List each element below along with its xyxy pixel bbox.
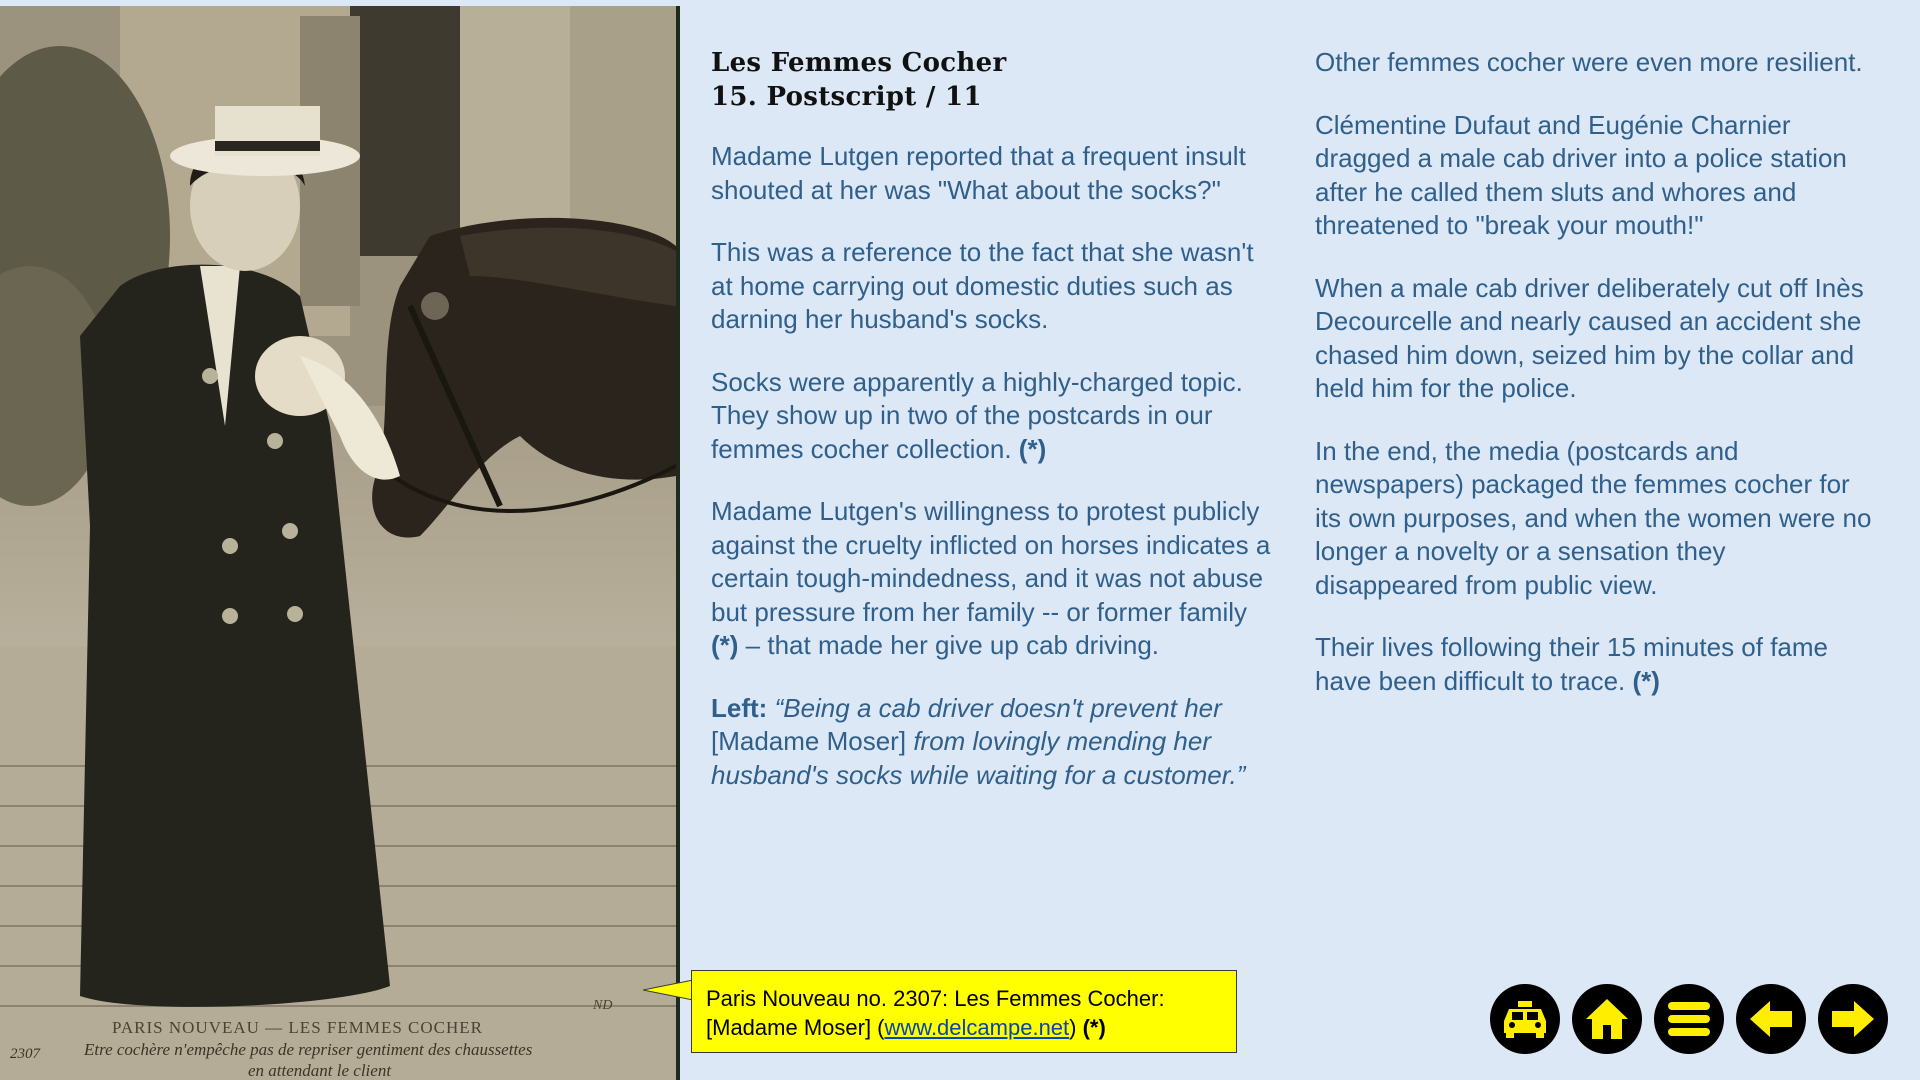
right-paragraph-5 — [1315, 631, 1875, 698]
right-paragraph-4: In the end, the media (postcards and newspapers) packaged the femmes cocher for its own purposes, and when the women were no longer a novelty or a sensation they disappeared from public view. — [1315, 435, 1872, 600]
quote-part-a: “Being a cab driver doesn't prevent her — [774, 692, 1222, 723]
reference-link[interactable]: (*) — [1018, 433, 1047, 464]
paragraph-5 — [711, 692, 1271, 793]
page-title — [711, 46, 1271, 114]
home-icon — [1584, 997, 1630, 1041]
reference-link[interactable]: (*) — [1632, 665, 1660, 696]
paragraph-1: Madame Lutgen reported that a frequent insult shouted at her was "What about the socks?" — [711, 141, 1246, 205]
next-button[interactable] — [1818, 984, 1888, 1054]
left-column — [711, 46, 1271, 821]
postcard-header: PARIS NOUVEAU — LES FEMMES COCHER — [112, 1018, 484, 1037]
image-caption-callout — [691, 970, 1237, 1053]
left-label: Left: — [711, 692, 768, 723]
menu-button[interactable] — [1654, 984, 1724, 1054]
photo-border — [676, 6, 680, 1080]
right-paragraph-3: When a male cab driver deliberately cut off Inès Decourcelle and nearly caused an accident she chased him down, seized him by the collar and held him for the police. — [1315, 272, 1864, 403]
paragraph-4-text-b: – that made her give up cab driving. — [745, 630, 1160, 660]
postcard-photo — [0, 6, 676, 1080]
postcard-illustration — [0, 6, 676, 1080]
paragraph-4 — [711, 495, 1271, 663]
reference-link[interactable]: (*) — [1082, 1015, 1106, 1040]
right-paragraph-5-text: Their lives following their 15 minutes of fame have been difficult to trace. — [1315, 632, 1829, 696]
paragraph-4-text-a: Madame Lutgen's willingness to protest publicly against the cruelty inflicted on horses indicates a certain tough-mindedness, and it was not abuse but pressure from her family -- or former family — [711, 496, 1271, 627]
paragraph-2: This was a reference to the fact that she wasn't at home carrying out domestic duties such as darning her husband's socks. — [711, 237, 1254, 334]
quote-part-b: from lovingly mending her husband's socks while waiting for a customer.” — [711, 726, 1246, 790]
arrow-left-icon — [1748, 999, 1794, 1039]
back-button[interactable] — [1736, 984, 1806, 1054]
taxi-button[interactable] — [1490, 984, 1560, 1054]
title-line1: Les Femmes Cocher — [711, 48, 1007, 78]
right-paragraph-1: Other femmes cocher were even more resilient. — [1315, 47, 1863, 77]
right-column — [1315, 46, 1875, 727]
callout-text-a: Paris Nouveau no. 2307: Les Femmes Cocher: [Madame Moser] ( — [706, 986, 1165, 1040]
callout-link[interactable]: www.delcampe.net — [884, 1015, 1070, 1040]
arrow-right-icon — [1830, 999, 1876, 1039]
callout-text-b: ) — [1069, 1015, 1077, 1040]
quote-insert: [Madame Moser] — [711, 726, 907, 756]
taxi-icon — [1500, 999, 1550, 1039]
paragraph-3-text: Socks were apparently a highly-charged topic. They show up in two of the postcards in our femmes cocher collection. — [711, 366, 1243, 464]
right-paragraph-2: Clémentine Dufaut and Eugénie Charnier dragged a male cab driver into a police station after he called them sluts and whores and threatened to "break your mouth!" — [1315, 109, 1847, 240]
postcard-mark: ND — [593, 998, 613, 1013]
postcard-caption-line2: en attendant le client — [248, 1061, 392, 1080]
menu-icon — [1666, 999, 1712, 1039]
paragraph-3 — [711, 366, 1271, 467]
home-button[interactable] — [1572, 984, 1642, 1054]
title-line2: 15. Postscript / 11 — [711, 82, 982, 112]
reference-link[interactable]: (*) — [711, 630, 739, 660]
postcard-caption-line1: Etre cochère n'empêche pas de repriser gentiment des chaussettes — [84, 1040, 533, 1059]
postcard-number: 2307 — [10, 1046, 40, 1062]
callout-pointer — [643, 980, 695, 1000]
